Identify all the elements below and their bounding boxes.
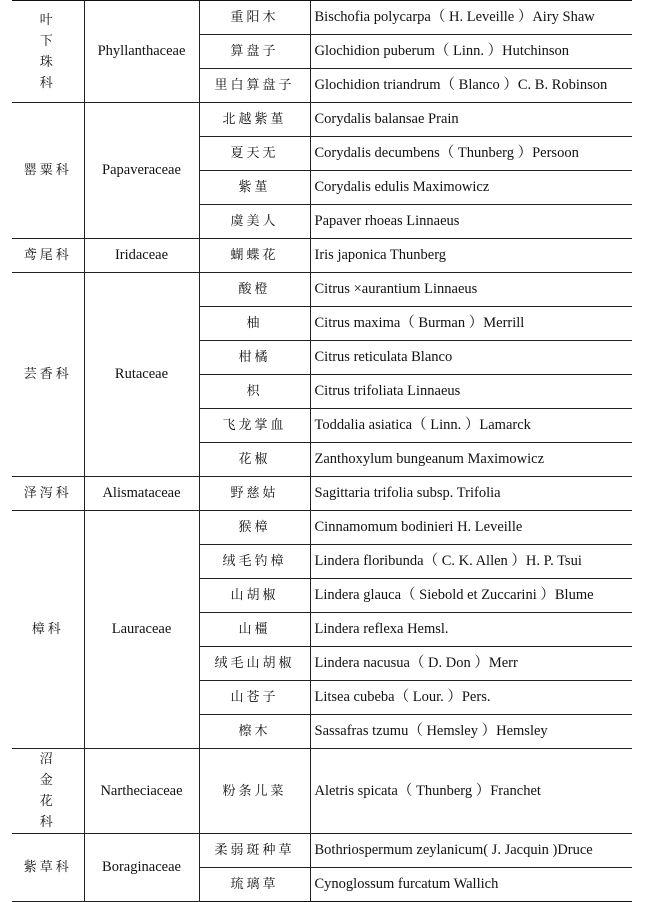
species-scientific-name: Citrus ×aurantium Linnaeus xyxy=(310,273,632,307)
species-scientific-name: Lindera floribunda（ C. K. Allen ）H. P. Tsui xyxy=(310,545,632,579)
family-latin: Phyllanthaceae xyxy=(84,1,199,103)
species-cn: 酸橙 xyxy=(199,273,310,307)
species-cn: 重阳木 xyxy=(199,1,310,35)
species-cn: 山苍子 xyxy=(199,681,310,715)
species-table xyxy=(12,0,632,902)
species-cn: 夏天无 xyxy=(199,137,310,171)
family-latin: Iridaceae xyxy=(84,239,199,273)
species-cn: 里白算盘子 xyxy=(199,69,310,103)
species-cn: 北越紫堇 xyxy=(199,103,310,137)
table-row xyxy=(12,511,632,545)
species-cn: 花椒 xyxy=(199,443,310,477)
species-scientific-name: Sassafras tzumu（ Hemsley ）Hemsley xyxy=(310,715,632,749)
species-scientific-name: Citrus trifoliata Linnaeus xyxy=(310,375,632,409)
species-scientific-name: Litsea cubeba（ Lour. ）Pers. xyxy=(310,681,632,715)
species-scientific-name: Lindera reflexa Hemsl. xyxy=(310,613,632,647)
family-latin: Nartheciaceae xyxy=(84,749,199,834)
species-scientific-name: Zanthoxylum bungeanum Maximowicz xyxy=(310,443,632,477)
species-scientific-name: Lindera glauca（ Siebold et Zuccarini ）Blume xyxy=(310,579,632,613)
species-scientific-name: Glochidion triandrum（ Blanco ）C. B. Robinson xyxy=(310,69,632,103)
family-cn: 樟科 xyxy=(31,622,64,637)
species-cn: 蝴蝶花 xyxy=(199,239,310,273)
family-latin: Alismataceae xyxy=(84,477,199,511)
species-scientific-name: Glochidion puberum（ Linn. ）Hutchinson xyxy=(310,35,632,69)
species-cn: 绒毛钓樟 xyxy=(199,545,310,579)
family-latin: Boraginaceae xyxy=(84,834,199,902)
species-scientific-name: Bischofia polycarpa（ H. Leveille ）Airy Shaw xyxy=(310,1,632,35)
family-cn-cell xyxy=(12,239,84,273)
species-scientific-name: Corydalis decumbens（ Thunberg ）Persoon xyxy=(310,137,632,171)
species-cn: 琉璃草 xyxy=(199,868,310,902)
species-cn: 猴樟 xyxy=(199,511,310,545)
family-cn-cell xyxy=(12,1,84,103)
species-cn: 柑橘 xyxy=(199,341,310,375)
table-row xyxy=(12,477,632,511)
family-cn-cell xyxy=(12,477,84,511)
species-scientific-name: Citrus maxima（ Burman ）Merrill xyxy=(310,307,632,341)
family-cn-cell xyxy=(12,834,84,902)
species-cn: 绒毛山胡椒 xyxy=(199,647,310,681)
species-cn: 野慈姑 xyxy=(199,477,310,511)
species-scientific-name: Toddalia asiatica（ Linn. ）Lamarck xyxy=(310,409,632,443)
family-cn: 鸢尾科 xyxy=(23,248,72,263)
family-cn-cell xyxy=(12,103,84,239)
family-cn: 紫草科 xyxy=(23,860,72,875)
table-row xyxy=(12,239,632,273)
species-cn: 檫木 xyxy=(199,715,310,749)
species-scientific-name: Corydalis balansae Prain xyxy=(310,103,632,137)
species-cn: 虞美人 xyxy=(199,205,310,239)
species-cn: 柔弱斑种草 xyxy=(199,834,310,868)
table-row xyxy=(12,749,632,834)
family-latin: Rutaceae xyxy=(84,273,199,477)
table-row xyxy=(12,834,632,868)
species-cn: 飞龙掌血 xyxy=(199,409,310,443)
family-cn: 罂粟科 xyxy=(23,163,72,178)
species-cn: 算盘子 xyxy=(199,35,310,69)
family-latin: Papaveraceae xyxy=(84,103,199,239)
species-scientific-name: Iris japonica Thunberg xyxy=(310,239,632,273)
species-scientific-name: Cinnamomum bodinieri H. Leveille xyxy=(310,511,632,545)
species-scientific-name: Papaver rhoeas Linnaeus xyxy=(310,205,632,239)
species-scientific-name: Sagittaria trifolia subsp. Trifolia xyxy=(310,477,632,511)
table-row xyxy=(12,273,632,307)
species-scientific-name: Corydalis edulis Maximowicz xyxy=(310,171,632,205)
species-scientific-name: Cynoglossum furcatum Wallich xyxy=(310,868,632,902)
species-cn: 粉条儿菜 xyxy=(199,749,310,834)
family-cn: 泽泻科 xyxy=(23,486,72,501)
family-cn: 芸香科 xyxy=(23,367,72,382)
species-cn: 山胡椒 xyxy=(199,579,310,613)
family-cn-cell xyxy=(12,273,84,477)
table-row xyxy=(12,103,632,137)
family-cn: 叶下珠科 xyxy=(39,12,56,91)
species-scientific-name: Citrus reticulata Blanco xyxy=(310,341,632,375)
table-row xyxy=(12,1,632,35)
family-latin: Lauraceae xyxy=(84,511,199,749)
species-cn: 山橿 xyxy=(199,613,310,647)
species-scientific-name: Bothriospermum zeylanicum( J. Jacquin )Druce xyxy=(310,834,632,868)
family-cn-cell xyxy=(12,511,84,749)
species-cn: 枳 xyxy=(199,375,310,409)
species-cn: 紫堇 xyxy=(199,171,310,205)
species-scientific-name: Aletris spicata（ Thunberg ）Franchet xyxy=(310,749,632,834)
species-scientific-name: Lindera nacusua（ D. Don ）Merr xyxy=(310,647,632,681)
family-cn-cell xyxy=(12,749,84,834)
species-cn: 柚 xyxy=(199,307,310,341)
family-cn: 沼金花科 xyxy=(39,752,56,830)
